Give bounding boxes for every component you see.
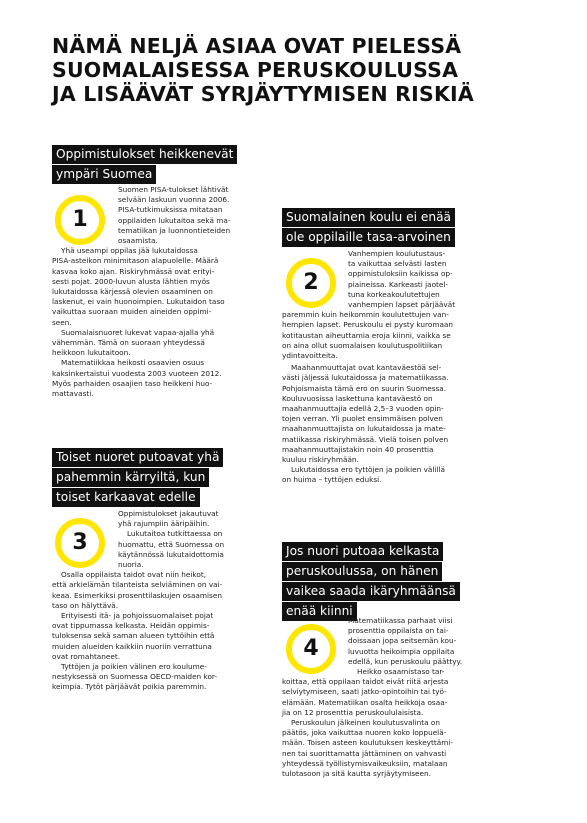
text-line: kasvaa koko ajan. Riskiryhmässä ovat erityi- [52, 266, 215, 276]
text-line: nuoria. [118, 560, 144, 570]
text-line: Kouluvuosissa laskettuna kantaväestö on [282, 393, 433, 403]
text-line: ovat tippumassa kelkasta. Heidän oppimis- [52, 621, 210, 631]
paragraph [52, 358, 282, 399]
text-line: yhä rajumpiin ääripäihin. [118, 519, 210, 529]
text-line: tuloksensa sekä saman alueen tyttöihin että [52, 631, 215, 641]
page-title [52, 34, 552, 106]
section-4-heading [282, 542, 460, 622]
text-line: Oppimistulokset jakautuvat [118, 509, 219, 518]
text-line: PISA-tutkimuksissa mitataan [118, 205, 223, 215]
text-line: Lukutaitoa tutkittaessa on [127, 529, 223, 539]
section-3-heading [52, 448, 223, 508]
text-line: Matematiikkaa heikosti osaavien osuus [61, 358, 205, 368]
section-3-number-badge: 3 [55, 518, 105, 568]
text-line: tematiikan ja luonnontieteiden [118, 225, 231, 235]
text-line: huomattu, että Suomessa on [118, 539, 225, 549]
heading-line: ympäri Suomea [52, 165, 156, 184]
heading-line: vaikea saada ikäryhmäänsä [282, 582, 460, 601]
text-line: selvään laskuun vuonna 2006. [118, 195, 230, 205]
text-line: yhteydessä työllistymisvaikeuksiin, matalaan [282, 758, 448, 768]
text-line: tojen verran. Yli puolet ensimmäisen polven [282, 414, 443, 424]
text-line: ydintavoitteita. [282, 351, 338, 361]
text-line: nen tai suorittamatta jättäminen on vahvasti [282, 748, 447, 758]
paragraph [282, 616, 522, 667]
text-line: tulotasoon ja sitä kautta syrjäytymiseen. [282, 769, 431, 779]
text-line: paremmin kuin heikommin koulutettujen van- [282, 310, 449, 320]
heading-line: peruskoulussa, on hänen [282, 562, 442, 581]
heading-line: Toiset nuoret putoavat yhä [52, 448, 223, 467]
text-line: Matematiikassa parhaat viisi [348, 616, 453, 625]
text-line: Osalla oppilaista taidot ovat niin heikot, [61, 570, 207, 580]
heading-line: Jos nuori putoaa kelkasta [282, 542, 443, 561]
section-1-heading [52, 145, 237, 185]
heading-line: enää kiinni [282, 602, 357, 621]
paragraph [282, 718, 522, 779]
text-line: Suomalaisnuoret lukevat vapaa-ajalla yhä [61, 327, 215, 337]
text-line: laskenut, ei vain huonoimpien. Lukutaidon taso [52, 297, 225, 307]
text-line: västi jäljessä lukutaidossa ja matematiikassa. [282, 373, 449, 383]
text-line: keimpia. Tytöt pärjäävät poikia paremmin. [52, 682, 207, 692]
section-2-number-badge: 2 [286, 258, 336, 308]
section-3-body [52, 509, 282, 693]
heading-line: ole oppilaille tasa-arvoinen [282, 228, 455, 247]
text-line: on aina ollut suomalaisen koulutuspolitiikan [282, 340, 443, 350]
text-line: prosenttia oppilaista on tai- [348, 626, 449, 636]
text-line: selviytymiseen, saati jatko-opintoihin tai työ- [282, 687, 447, 697]
text-line: Peruskoulun jälkeinen koulutusvalinta on [291, 718, 440, 728]
text-line: on huima – tyttöjen eduksi. [282, 475, 382, 485]
text-line: luvuotta heikoimpia oppilaita [348, 646, 455, 656]
text-line: lukutaidossa kärjessä olevien osaaminen on [52, 287, 213, 297]
paragraph [52, 185, 282, 246]
section-1-body [52, 185, 282, 399]
text-line: elämään. Matematiikan osalta heikkoja osaa- [282, 697, 448, 707]
section-2-heading [282, 208, 455, 248]
paragraph [52, 570, 282, 611]
text-line: ovat romahtaneet. [52, 651, 121, 661]
text-line: sesti pojat. 2000-luvun alusta lähtien myös [52, 276, 210, 286]
text-line: piaineissa. Karkeasti jaotel- [348, 279, 449, 289]
page-title-line: JA LISÄÄVÄT SYRJÄYTYMISEN RISKIÄ [52, 82, 474, 106]
text-line: maahanmuuttajistakin noin 40 prosenttia [282, 444, 434, 454]
paragraph [52, 529, 282, 570]
text-line: että arkielämän tilanteista selviäminen on vai- [52, 580, 223, 590]
text-line: Yhä useampi oppilas jää lukutaidossa [61, 246, 198, 256]
text-line: päätös, joka vaikuttaa nuoren koko loppuelä- [282, 728, 447, 738]
text-line: vanhempien lapset pärjäävät [348, 300, 456, 310]
paragraph [52, 611, 282, 662]
paragraph [52, 328, 282, 359]
heading-line: Suomalainen koulu ei enää [282, 208, 455, 227]
text-line: nestyksessä on Suomessa OECD-maiden kor- [52, 672, 218, 682]
paragraph [52, 509, 282, 529]
text-line: muiden alueiden kaikkiin nuoriin verrattuna [52, 641, 212, 651]
text-line: taso on hälyttävä. [52, 600, 119, 610]
page-title-line: SUOMALAISESSA PERUSKOULUSSA [52, 58, 459, 82]
text-line: mään. Toisen asteen koulutuksen keskeyttämi- [282, 738, 453, 748]
text-line: Vanhempien koulutustaus- [348, 249, 446, 258]
text-line: Maahanmuuttajat ovat kantaväestöä sel- [291, 363, 442, 373]
paragraph [282, 363, 522, 465]
paragraph [282, 667, 522, 718]
text-line: PISA-asteikon minimitason alapuolelle. Määrä [52, 256, 219, 266]
text-line: oppimistuloksiin kaikissa op- [348, 269, 453, 279]
text-line: Heikko osaamistaso tar- [357, 667, 445, 677]
paragraph [282, 249, 522, 361]
text-line: kotitaustan aiheuttamia eroja kiinni, vaikka se [282, 330, 451, 340]
text-line: kaksinkertaistui vuodesta 2003 vuoteen 2012. [52, 368, 222, 378]
page-title-line: NÄMÄ NELJÄ ASIAA OVAT PIELESSÄ [52, 34, 462, 58]
text-line: maahanmuuttajia edellä 2,5–3 vuoden opin- [282, 404, 444, 414]
text-line: ta vaikuttaa selvästi lasten [348, 259, 447, 269]
text-line: kuuluu riskiryhmään. [282, 455, 359, 465]
text-line: Lukutaidossa ero tyttöjen ja poikien välillä [291, 465, 445, 475]
text-line: Myös parhaiden osaajien taso heikkeni huo- [52, 378, 213, 388]
text-line: jia on 12 prosenttia peruskoululaisista. [282, 707, 424, 717]
section-1-number-badge: 1 [55, 195, 105, 245]
text-line: osaamista. [118, 236, 158, 246]
text-line: mattavasti. [52, 389, 94, 399]
text-line: doissaan jopa seitsemän kou- [348, 636, 457, 646]
text-line: Pohjoismaista tämä ero on suurin Suomessa. [282, 383, 447, 393]
section-4-body [282, 616, 522, 779]
text-line: maahanmuuttajista on lukutaidossa ja mate- [282, 424, 446, 434]
text-line: tuna korkeakoulutettujen [348, 289, 440, 299]
text-line: vähemmän. Tämä on suoraan yhteydessä [52, 338, 205, 348]
text-line: edellä, kun peruskoulu päättyy. [348, 656, 463, 666]
text-line: Suomen PISA-tulokset lähtivät [118, 185, 229, 194]
text-line: käytännössä lukutaidottomia [118, 549, 224, 559]
text-line: matiikassa riskiryhmässä. Vielä toisen polven [282, 434, 449, 444]
heading-line: Oppimistulokset heikkenevät [52, 145, 237, 164]
heading-line: pahemmin kärryiltä, kun [52, 468, 209, 487]
text-line: heikkoon lukutaitoon. [52, 348, 131, 358]
text-line: oppilaiden lukutaitoa sekä ma- [118, 215, 231, 225]
section-2-body [282, 249, 522, 486]
text-line: hempien lapset. Peruskoulu ei pysty kuromaan [282, 320, 454, 330]
text-line: koittaa, että oppilaan taidot eivät riitä arjesta [282, 677, 449, 687]
text-line: Erityisesti itä- ja pohjoissuomalaiset pojat [61, 611, 214, 621]
text-line: vaikuttaa suoraan muiden aineiden oppimi- [52, 307, 212, 317]
paragraph [52, 662, 282, 693]
text-line: Tyttöjen ja poikien välinen ero koulume- [61, 662, 207, 672]
paragraph [282, 465, 522, 485]
text-line: keaa. Esimerkiksi prosenttilaskujen osaamisen [52, 590, 222, 600]
paragraph [52, 246, 282, 328]
heading-line: toiset karkaavat edelle [52, 488, 200, 507]
text-line: seen. [52, 317, 72, 327]
section-4-number-badge: 4 [286, 624, 336, 674]
